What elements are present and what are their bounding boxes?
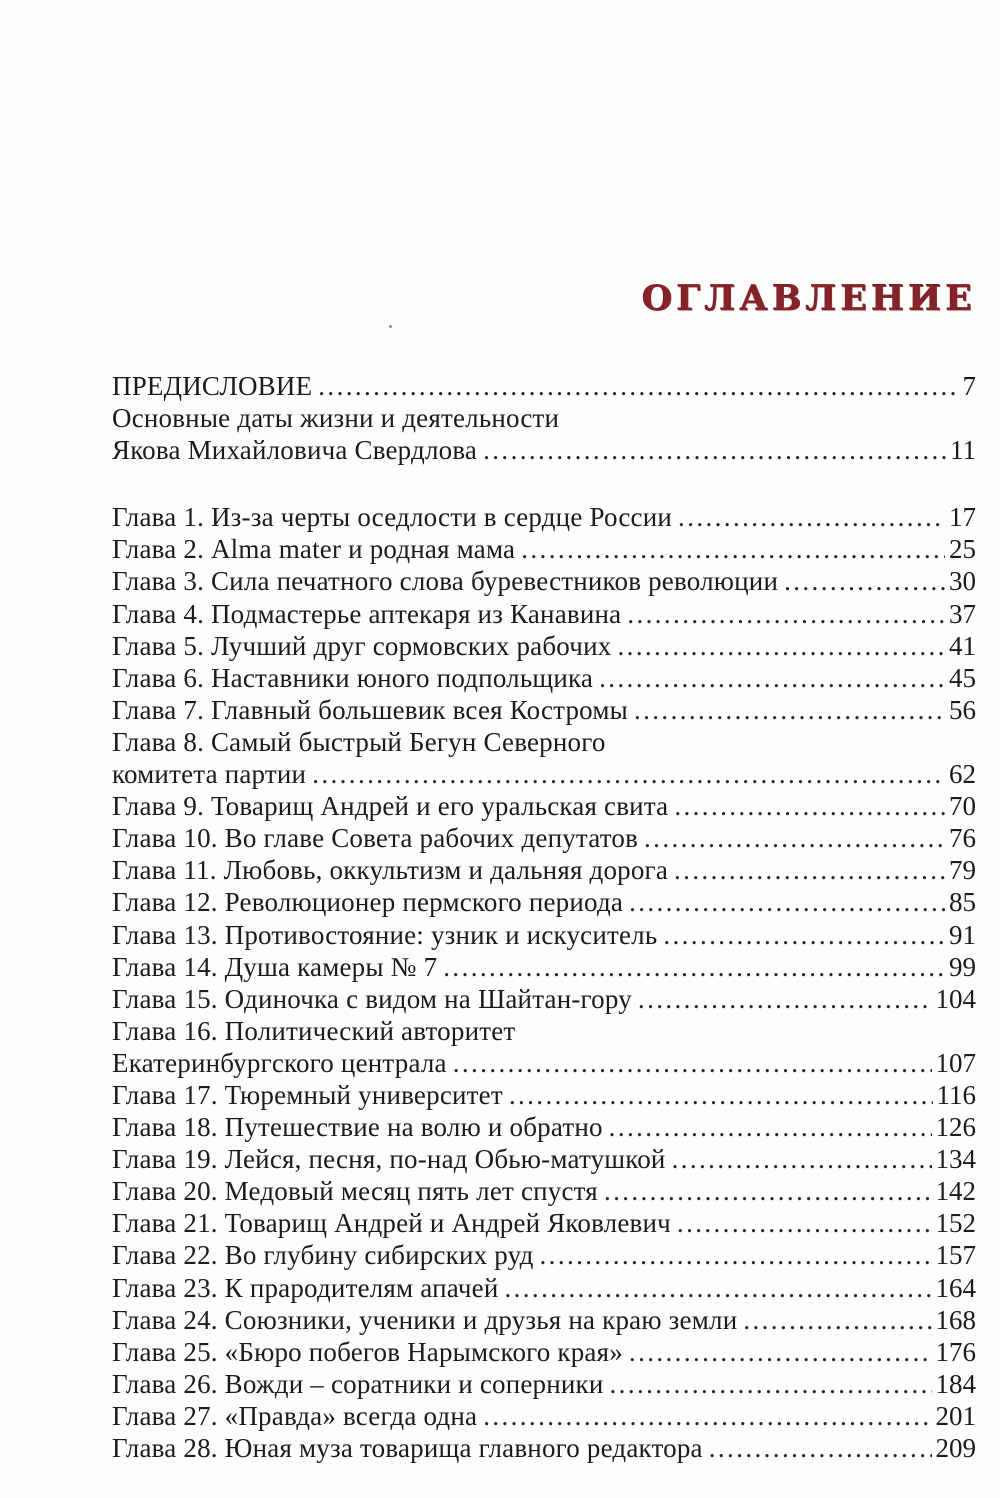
toc-entry: [112, 1272, 976, 1304]
toc-leader-dots: [483, 1400, 931, 1432]
toc-leader-dots: [599, 662, 945, 694]
toc-leader-dots: [627, 598, 945, 630]
toc-entry-title: Глава 21. Товарищ Андрей и Андрей Яковлевич: [112, 1208, 671, 1239]
toc-entry: [112, 1047, 976, 1079]
toc-entry-title: Глава 25. «Бюро побегов Нарымского края»: [112, 1336, 623, 1367]
toc-leader-dots: [610, 1368, 932, 1400]
toc-leader-dots: [638, 983, 932, 1015]
toc-entry-page: 134: [935, 1144, 976, 1175]
toc-entry-title: Глава 7. Главный большевик всея Костромы: [112, 694, 628, 725]
toc-entry: [112, 1175, 976, 1207]
toc-entry: [112, 822, 976, 854]
toc-entry: [112, 726, 976, 758]
toc-leader-dots: [617, 630, 945, 662]
toc-entry-title: Якова Михайловича Свердлова: [112, 435, 478, 466]
toc-leader-dots: [674, 790, 945, 822]
toc-entry-title: Глава 24. Союзники, ученики и друзья на краю земли: [112, 1304, 738, 1335]
toc-entry-title: комитета партии: [112, 759, 307, 790]
toc-entry-title: Екатеринбургского централа: [112, 1047, 447, 1078]
toc-entry: [112, 919, 976, 951]
toc-entry: [112, 1336, 976, 1368]
toc-leader-dots: [629, 886, 945, 918]
toc-leader-dots: [609, 1111, 932, 1143]
toc-entry: [112, 1239, 976, 1271]
toc-entry-page: 70: [949, 791, 976, 822]
toc-entry-title: Глава 16. Политический авторитет: [112, 1015, 516, 1046]
toc-entry-page: 107: [935, 1047, 976, 1078]
toc-entry: [112, 662, 976, 694]
toc-entry: [112, 370, 976, 402]
toc-leader-dots: [644, 822, 945, 854]
toc-entry: [112, 1079, 976, 1111]
toc-entry-title: Глава 18. Путешествие на волю и обратно: [112, 1112, 603, 1143]
toc-entry-page: 85: [949, 887, 976, 918]
toc-entry-title: Глава 6. Наставники юного подпольщика: [112, 662, 594, 693]
toc-entry-title: Глава 26. Вожди – соратники и соперники: [112, 1368, 604, 1399]
toc-list: [112, 370, 976, 1464]
toc-entry-page: 164: [935, 1272, 976, 1303]
toc-entry-page: 184: [935, 1368, 976, 1399]
toc-entry-title: Глава 3. Сила печатного слова буревестников революции: [112, 566, 779, 597]
toc-leader-dots: [743, 1304, 931, 1336]
toc-entry-title: Глава 10. Во главе Совета рабочих депутатов: [112, 823, 639, 854]
toc-entry-title: Глава 4. Подмастерье аптекаря из Канавина: [112, 598, 622, 629]
toc-entry-page: 41: [949, 630, 976, 661]
toc-leader-dots: [521, 533, 945, 565]
toc-entry-title: Глава 9. Товарищ Андрей и его уральская свита: [112, 791, 669, 822]
toc-entry: [112, 790, 976, 822]
toc-entry-title: Глава 14. Душа камеры № 7: [112, 951, 438, 982]
toc-entry-page: 37: [949, 598, 976, 629]
toc-entry-title: ПРЕДИСЛОВИЕ: [112, 371, 313, 401]
toc-entry-page: 17: [949, 502, 976, 533]
toc-entry-page: 126: [935, 1112, 976, 1143]
toc-entry-title: Глава 8. Самый быстрый Бегун Северного: [112, 726, 606, 757]
toc-entry-title: Глава 15. Одиночка с видом на Шайтан-гору: [112, 983, 632, 1014]
toc-entry: [112, 402, 976, 434]
toc-entry: [112, 1432, 976, 1464]
toc-leader-dots: [629, 1336, 932, 1368]
toc-entry-title: Глава 27. «Правда» всегда одна: [112, 1400, 478, 1431]
toc-entry: [112, 630, 976, 662]
page-title: ОГЛАВЛЕНИЕ: [641, 278, 976, 319]
toc-entry-page: 30: [949, 566, 976, 597]
toc-leader-dots: [443, 951, 945, 983]
toc-entry: [112, 1015, 976, 1047]
toc-entry: [112, 886, 976, 918]
toc-leader-dots: [634, 694, 945, 726]
toc-leader-dots: [674, 854, 945, 886]
toc-entry-page: 45: [949, 662, 976, 693]
toc-entry-page: 99: [949, 951, 976, 982]
toc-entry-page: 168: [935, 1304, 976, 1335]
toc-leader-dots: [453, 1047, 932, 1079]
toc-entry-page: 56: [949, 694, 976, 725]
toc-entry: [112, 1207, 976, 1239]
toc-entry: [112, 983, 976, 1015]
toc-entry-title: Глава 11. Любовь, оккультизм и дальняя дорога: [112, 855, 669, 886]
toc-entry-page: 7: [962, 371, 976, 401]
toc-entry: [112, 434, 976, 466]
toc-entry-title: Глава 17. Тюремный университет: [112, 1079, 503, 1110]
toc-entry-page: 11: [950, 435, 976, 466]
toc-entry-page: 91: [949, 919, 976, 950]
toc-entry: [112, 598, 976, 630]
toc-leader-dots: [709, 1432, 932, 1464]
toc-entry: [112, 1143, 976, 1175]
toc-entry-page: 152: [935, 1208, 976, 1239]
toc-entry-title: Глава 22. Во глубину сибирских руд: [112, 1240, 534, 1271]
toc-entry-page: 142: [935, 1176, 976, 1207]
toc-entry: [112, 758, 976, 790]
toc-leader-dots: [540, 1239, 932, 1271]
toc-leader-dots: [318, 370, 958, 402]
toc-entry-page: 76: [949, 823, 976, 854]
toc-entry-title: Глава 2. Alma mater и родная мама: [112, 534, 516, 565]
toc-entry-page: 201: [935, 1400, 976, 1431]
toc-entry-page: 209: [935, 1433, 976, 1463]
toc-entry-title: Глава 19. Лейся, песня, по-над Обью-матушкой: [112, 1144, 666, 1175]
toc-leader-dots: [663, 919, 945, 951]
toc-entry-title: Глава 20. Медовый месяц пять лет спустя: [112, 1176, 598, 1207]
toc-entry: [112, 694, 976, 726]
toc-leader-dots: [604, 1175, 932, 1207]
toc-entry-title: Глава 5. Лучший друг сормовских рабочих: [112, 630, 612, 661]
toc-entry-page: 116: [936, 1079, 976, 1110]
toc-entry-title: Глава 13. Противостояние: узник и искуситель: [112, 919, 658, 950]
toc-entry-title: Основные даты жизни и деятельности: [112, 403, 560, 434]
toc-entry: [112, 1111, 976, 1143]
toc-entry: [112, 1368, 976, 1400]
toc-entry-title: Глава 28. Юная муза товарища главного редактора: [112, 1433, 703, 1463]
toc-entry-page: 104: [935, 983, 976, 1014]
toc-entry: [112, 951, 976, 983]
toc-entry-title: Глава 12. Революционер пермского периода: [112, 887, 624, 918]
toc-entry-title: Глава 23. К прародителям апачей: [112, 1272, 499, 1303]
toc-leader-dots: [784, 565, 945, 597]
toc-entry: [112, 1400, 976, 1432]
toc-entry-page: 176: [935, 1336, 976, 1367]
toc-leader-dots: [504, 1272, 931, 1304]
toc-entry: [112, 501, 976, 533]
toc-leader-dots: [677, 1207, 932, 1239]
toc-entry: [112, 854, 976, 886]
toc-entry-page: 79: [949, 855, 976, 886]
toc-leader-dots: [483, 434, 946, 466]
toc-leader-dots: [672, 1143, 932, 1175]
toc-entry: [112, 533, 976, 565]
toc-leader-dots: [678, 501, 945, 533]
toc-entry-page: 62: [949, 759, 976, 790]
toc-leader-dots: [509, 1079, 933, 1111]
toc-entry: [112, 1304, 976, 1336]
toc-entry-title: Глава 1. Из-за черты оседлости в сердце России: [112, 502, 673, 533]
toc-entry-page: 25: [949, 534, 976, 565]
scan-speck: [389, 325, 392, 328]
toc-leader-dots: [312, 758, 945, 790]
toc-entry-page: 157: [935, 1240, 976, 1271]
toc-entry: [112, 565, 976, 597]
toc-section-gap: [112, 466, 976, 501]
